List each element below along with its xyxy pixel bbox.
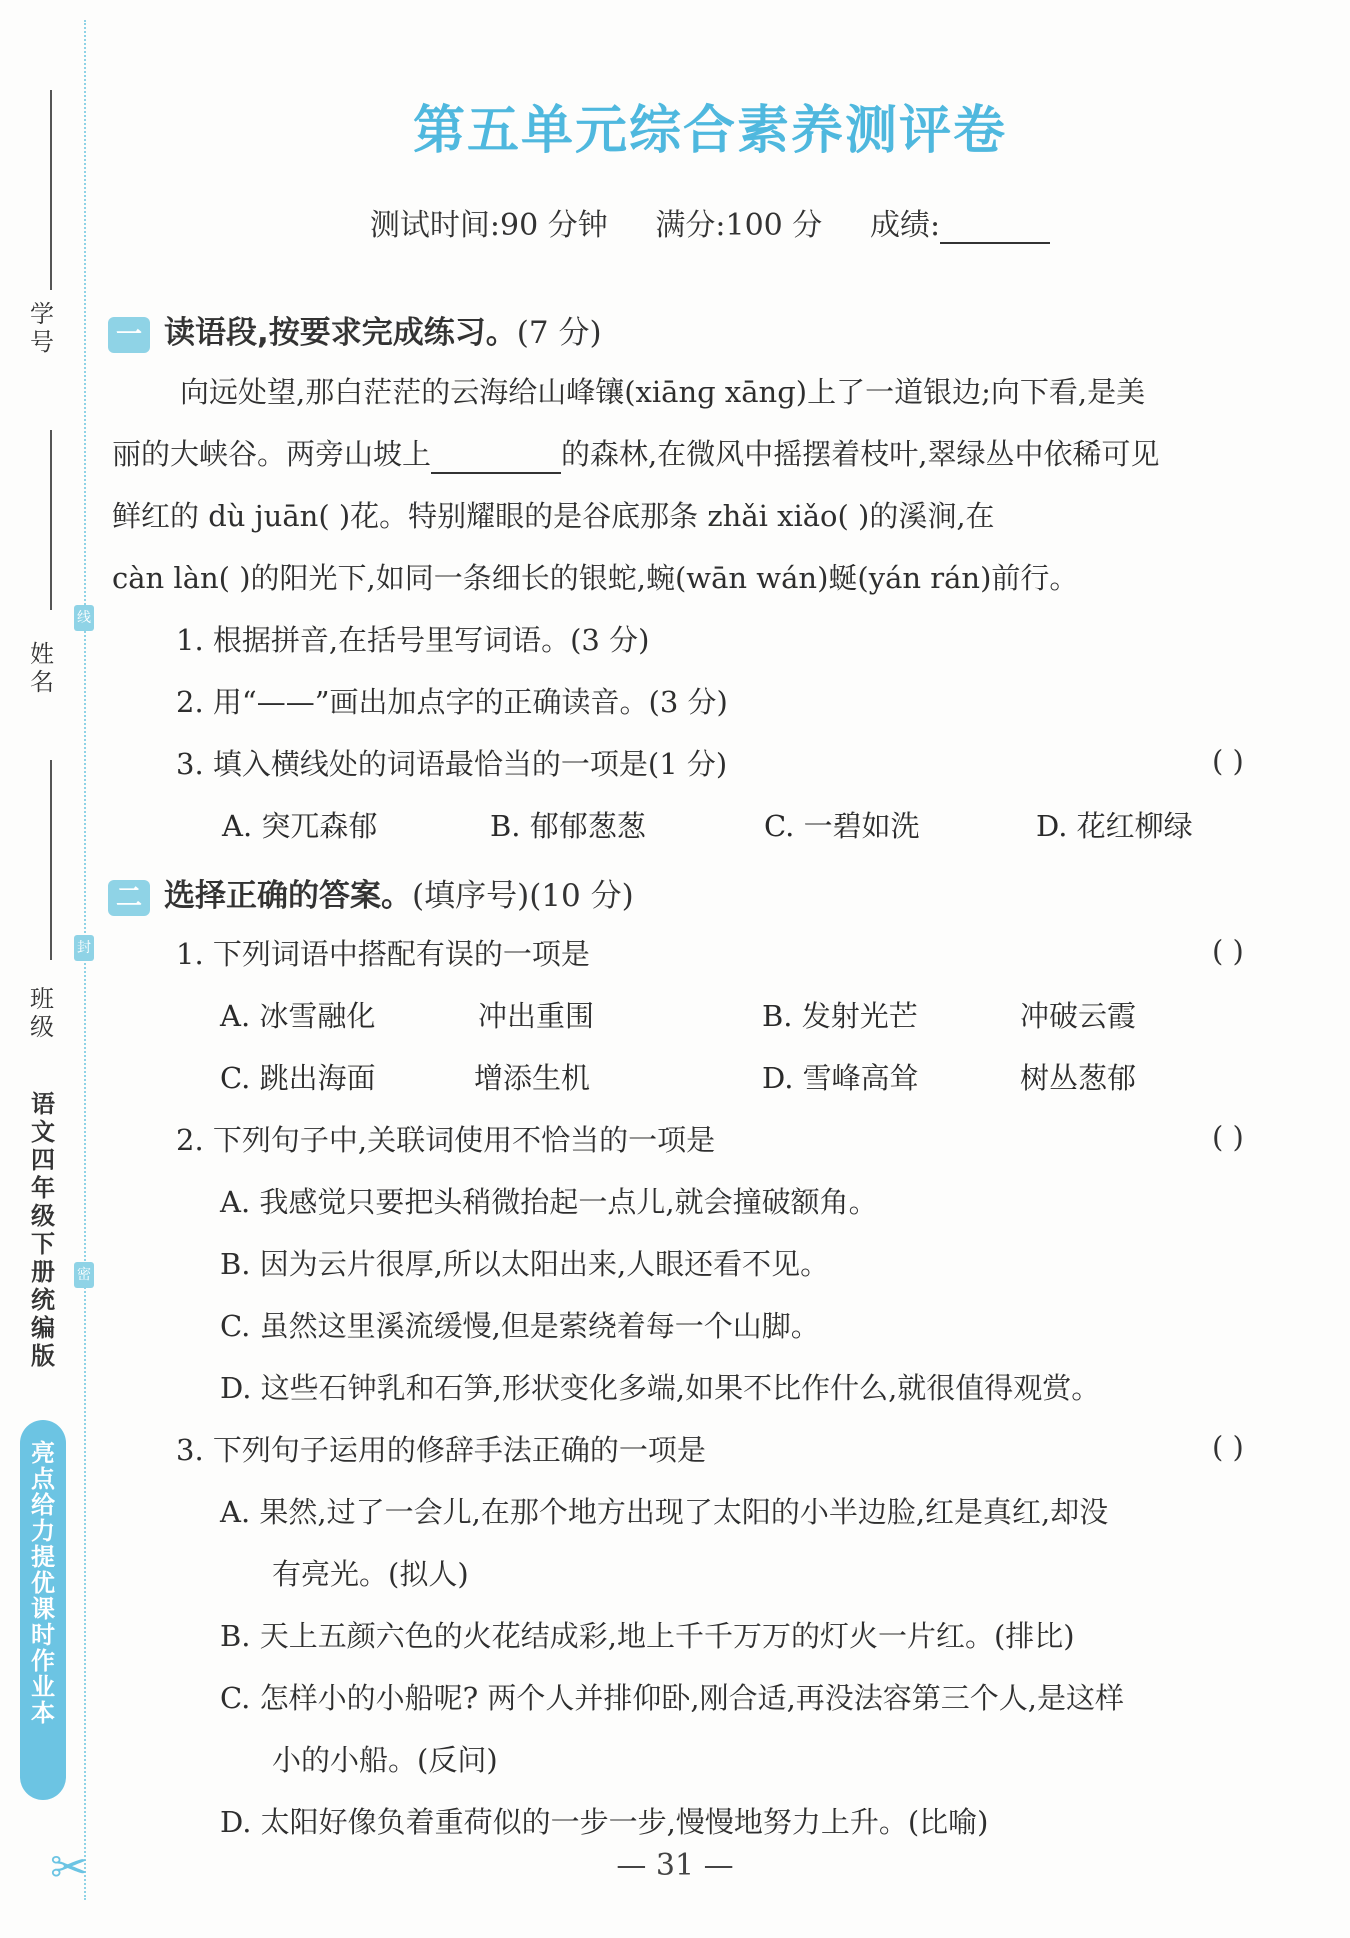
section-1-title: 读语段,按要求完成练习。 <box>164 315 517 351</box>
s2-q3-option-d: D. 太阳好像负着重荷似的一步一步,慢慢地努力上升。(比喻) <box>220 1805 989 1839</box>
s1-q3-option-b: B. 郁郁葱葱 <box>490 809 646 843</box>
time-label: 测试时间:90 分钟 <box>369 208 608 243</box>
scissors-icon: ✂ <box>50 1840 89 1894</box>
cut-mark-xian: 线 <box>74 605 94 631</box>
s1-question-1: 1. 根据拼音,在括号里写词语。(3 分) <box>176 623 650 657</box>
page-number: — 31 — <box>616 1848 734 1883</box>
section-2-number: 二 <box>108 880 150 916</box>
exam-meta <box>100 200 1320 244</box>
score-label: 成绩: <box>870 208 941 243</box>
name-label: 姓名 <box>30 640 54 696</box>
s2-q1-option-c1: C. 跳出海面 <box>220 1061 376 1095</box>
passage-line-2b: 的森林,在微风中摇摆着枝叶,翠绿丛中依稀可见 <box>561 437 1160 471</box>
s2-q1-option-c2: 增添生机 <box>474 1061 591 1095</box>
s2-q1-answer-paren[interactable]: ( ) <box>1212 934 1244 968</box>
s2-q2-option-d: D. 这些石钟乳和石笋,形状变化多端,如果不比作什么,就很值得观赏。 <box>220 1371 1101 1405</box>
s2-question-3: 3. 下列句子运用的修辞手法正确的一项是 <box>176 1433 706 1467</box>
s2-question-2: 2. 下列句子中,关联词使用不恰当的一项是 <box>176 1123 716 1157</box>
s2-q2-option-a: A. 我感觉只要把头稍微抬起一点儿,就会撞破额角。 <box>220 1185 878 1219</box>
score-field[interactable] <box>940 212 1050 244</box>
s1-q3-option-a: A. 突兀森郁 <box>222 809 378 843</box>
section-1-heading <box>108 307 602 351</box>
series-grade-text: 语文四年级 下册 统编版 <box>31 1090 55 1370</box>
passage-line-4: càn làn( )的阳光下,如同一条细长的银蛇,蜿(wān wán)蜒(yán rán)前行。 <box>112 561 1079 595</box>
s2-q1-option-d2: 树丛葱郁 <box>1020 1061 1137 1095</box>
fill-blank[interactable] <box>431 442 561 474</box>
class-line <box>50 760 52 960</box>
class-label: 班级 <box>30 985 54 1041</box>
name-line <box>50 430 52 610</box>
section-1-points: (7 分) <box>516 315 602 351</box>
s2-q1-option-b1: B. 发射光芒 <box>762 999 918 1033</box>
s2-q1-option-b2: 冲破云霞 <box>1020 999 1137 1033</box>
s2-q3-option-c-line2: 小的小船。(反问) <box>272 1743 498 1777</box>
s2-q3-option-a-line1: A. 果然,过了一会儿,在那个地方出现了太阳的小半边脸,红是真红,却没 <box>220 1495 1109 1529</box>
section-2-heading <box>108 870 634 914</box>
binding-strip <box>0 0 95 1938</box>
passage-line-2 <box>112 434 1159 474</box>
s1-question-2: 2. 用“——”画出加点字的正确读音。(3 分) <box>176 685 728 719</box>
s2-q3-answer-paren[interactable]: ( ) <box>1212 1430 1244 1464</box>
cut-mark-mi: 密 <box>74 1262 94 1288</box>
s1-q3-option-d: D. 花红柳绿 <box>1036 809 1193 843</box>
passage-line-1: 向远处望,那白茫茫的云海给山峰镶(xiānɡ xānɡ)上了一道银边;向下看,是美 <box>180 375 1146 409</box>
student-id-label: 学号 <box>30 300 54 356</box>
series-brand-text: 亮点给力 提优课时作业本 <box>31 1439 55 1727</box>
s2-q3-option-b: B. 天上五颜六色的火花结成彩,地上千千万万的灯火一片红。(排比) <box>220 1619 1075 1653</box>
s1-question-3: 3. 填入横线处的词语最恰当的一项是(1 分) <box>176 747 728 781</box>
s2-q2-option-b: B. 因为云片很厚,所以太阳出来,人眼还看不见。 <box>220 1247 830 1281</box>
section-1-number: 一 <box>108 317 150 353</box>
s2-q1-option-a2: 冲出重围 <box>478 999 595 1033</box>
section-2-points: (填序号)(10 分) <box>412 878 634 914</box>
s2-q1-option-a1: A. 冰雪融化 <box>220 999 376 1033</box>
s2-q1-option-d1: D. 雪峰高耸 <box>762 1061 919 1095</box>
page-title: 第五单元综合素养测评卷 <box>412 100 1007 161</box>
passage-line-2a: 丽的大峡谷。两旁山坡上 <box>112 437 432 471</box>
student-id-line <box>50 90 52 290</box>
s2-q3-option-c-line1: C. 怎样小的小船呢? 两个人并排仰卧,刚合适,再没法容第三个人,是这样 <box>220 1681 1125 1715</box>
series-label <box>20 1090 68 1790</box>
s2-q2-option-c: C. 虽然这里溪流缓慢,但是萦绕着每一个山脚。 <box>220 1309 820 1343</box>
full-score-label: 满分:100 分 <box>655 208 823 243</box>
s1-q3-answer-paren[interactable]: ( ) <box>1212 744 1244 778</box>
passage-line-3: 鲜红的 dù juān( )花。特别耀眼的是谷底那条 zhǎi xiǎo( )的溪涧,在 <box>112 499 995 533</box>
s2-question-1: 1. 下列词语中搭配有误的一项是 <box>176 937 590 971</box>
section-2-title: 选择正确的答案。 <box>164 878 412 914</box>
s2-q3-option-a-line2: 有亮光。(拟人) <box>272 1557 469 1591</box>
cut-mark-feng: 封 <box>74 935 94 961</box>
s2-q2-answer-paren[interactable]: ( ) <box>1212 1120 1244 1154</box>
s1-q3-option-c: C. 一碧如洗 <box>764 809 920 843</box>
